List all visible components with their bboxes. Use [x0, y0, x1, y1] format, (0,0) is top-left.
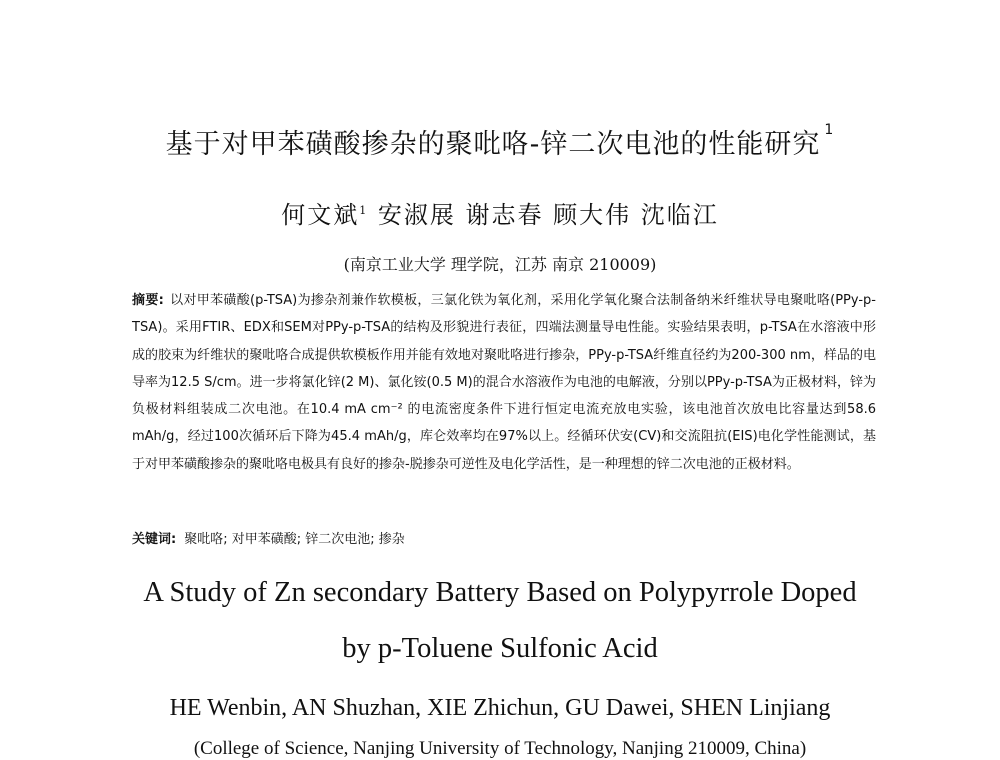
- chinese-affiliation: (南京工业大学 理学院，江苏 南京 210009): [343, 255, 657, 274]
- english-title-line-1: A Study of Zn secondary Battery Based on Polypyrrole Doped: [143, 577, 857, 608]
- chinese-abstract: [132, 287, 876, 478]
- english-authors: HE Wenbin, AN Shuzhan, XIE Zhichun, GU Dawei, SHEN Linjiang: [169, 695, 831, 721]
- english-affiliation: (College of Science, Nanjing University of Technology, Nanjing 210009, China): [193, 738, 807, 759]
- chinese-title: [0, 122, 1000, 161]
- chinese-keywords: [132, 528, 876, 547]
- abstract-text: 以对甲苯磺酸(p-TSA)为掺杂剂兼作软模板，三氯化铁为氧化剂，采用化学氧化聚合法制备纳米纤维状导电聚吡咯(PPy-p-TSA)。采用FTIR、EDX和SEM对PPy-p-TSA的结构及形貌进行表征，四端法测量导电性能。实验结果表明，p-TSA在水溶液中形成的胶束为纤维状的聚吡咯合成提供软模板作用并能有效地对聚吡咯进行掺杂，PPy-p-TSA纤维直径约为200-300 nm，样品的电导率为12.5 S/cm。进一步将氯化锌(2 M)、氯化铵(0.5 M)的混合水溶液作为电池的电解液，分别以PPy-p-TSA为正极材料，锌为负极材料组装成二次电池。在10.4 mA cm⁻² 的电流密度条件下进行恒定电流充放电实验，该电池首次放电比容量达到58.6 mAh/g，经过100次循环后下降为45.4 mAh/g，库仑效率均在97%以上。经循环伏安(CV)和交流阻抗(EIS)电化学性能测试，基于对甲苯磺酸掺杂的聚吡咯电极具有良好的掺杂-脱掺杂可逆性及电化学活性，是一种理想的锌二次电池的正极材料。: [132, 293, 876, 472]
- keywords-text: 聚吡咯; 对甲苯磺酸; 锌二次电池; 掺杂: [184, 532, 405, 547]
- english-title-line-2: by p-Toluene Sulfonic Acid: [342, 633, 658, 664]
- keywords-label: 关键词:: [132, 532, 177, 547]
- first-author: 何文斌: [281, 201, 360, 229]
- other-authors: 安淑展 谢志春 顾大伟 沈临江: [377, 201, 719, 229]
- chinese-authors: [0, 195, 1000, 230]
- title-footnote-mark: 1: [824, 122, 835, 138]
- chinese-title-text: 基于对甲苯磺酸掺杂的聚吡咯-锌二次电池的性能研究: [165, 129, 821, 160]
- author-footnote-mark: 1: [359, 204, 369, 217]
- abstract-label: 摘要:: [132, 293, 164, 308]
